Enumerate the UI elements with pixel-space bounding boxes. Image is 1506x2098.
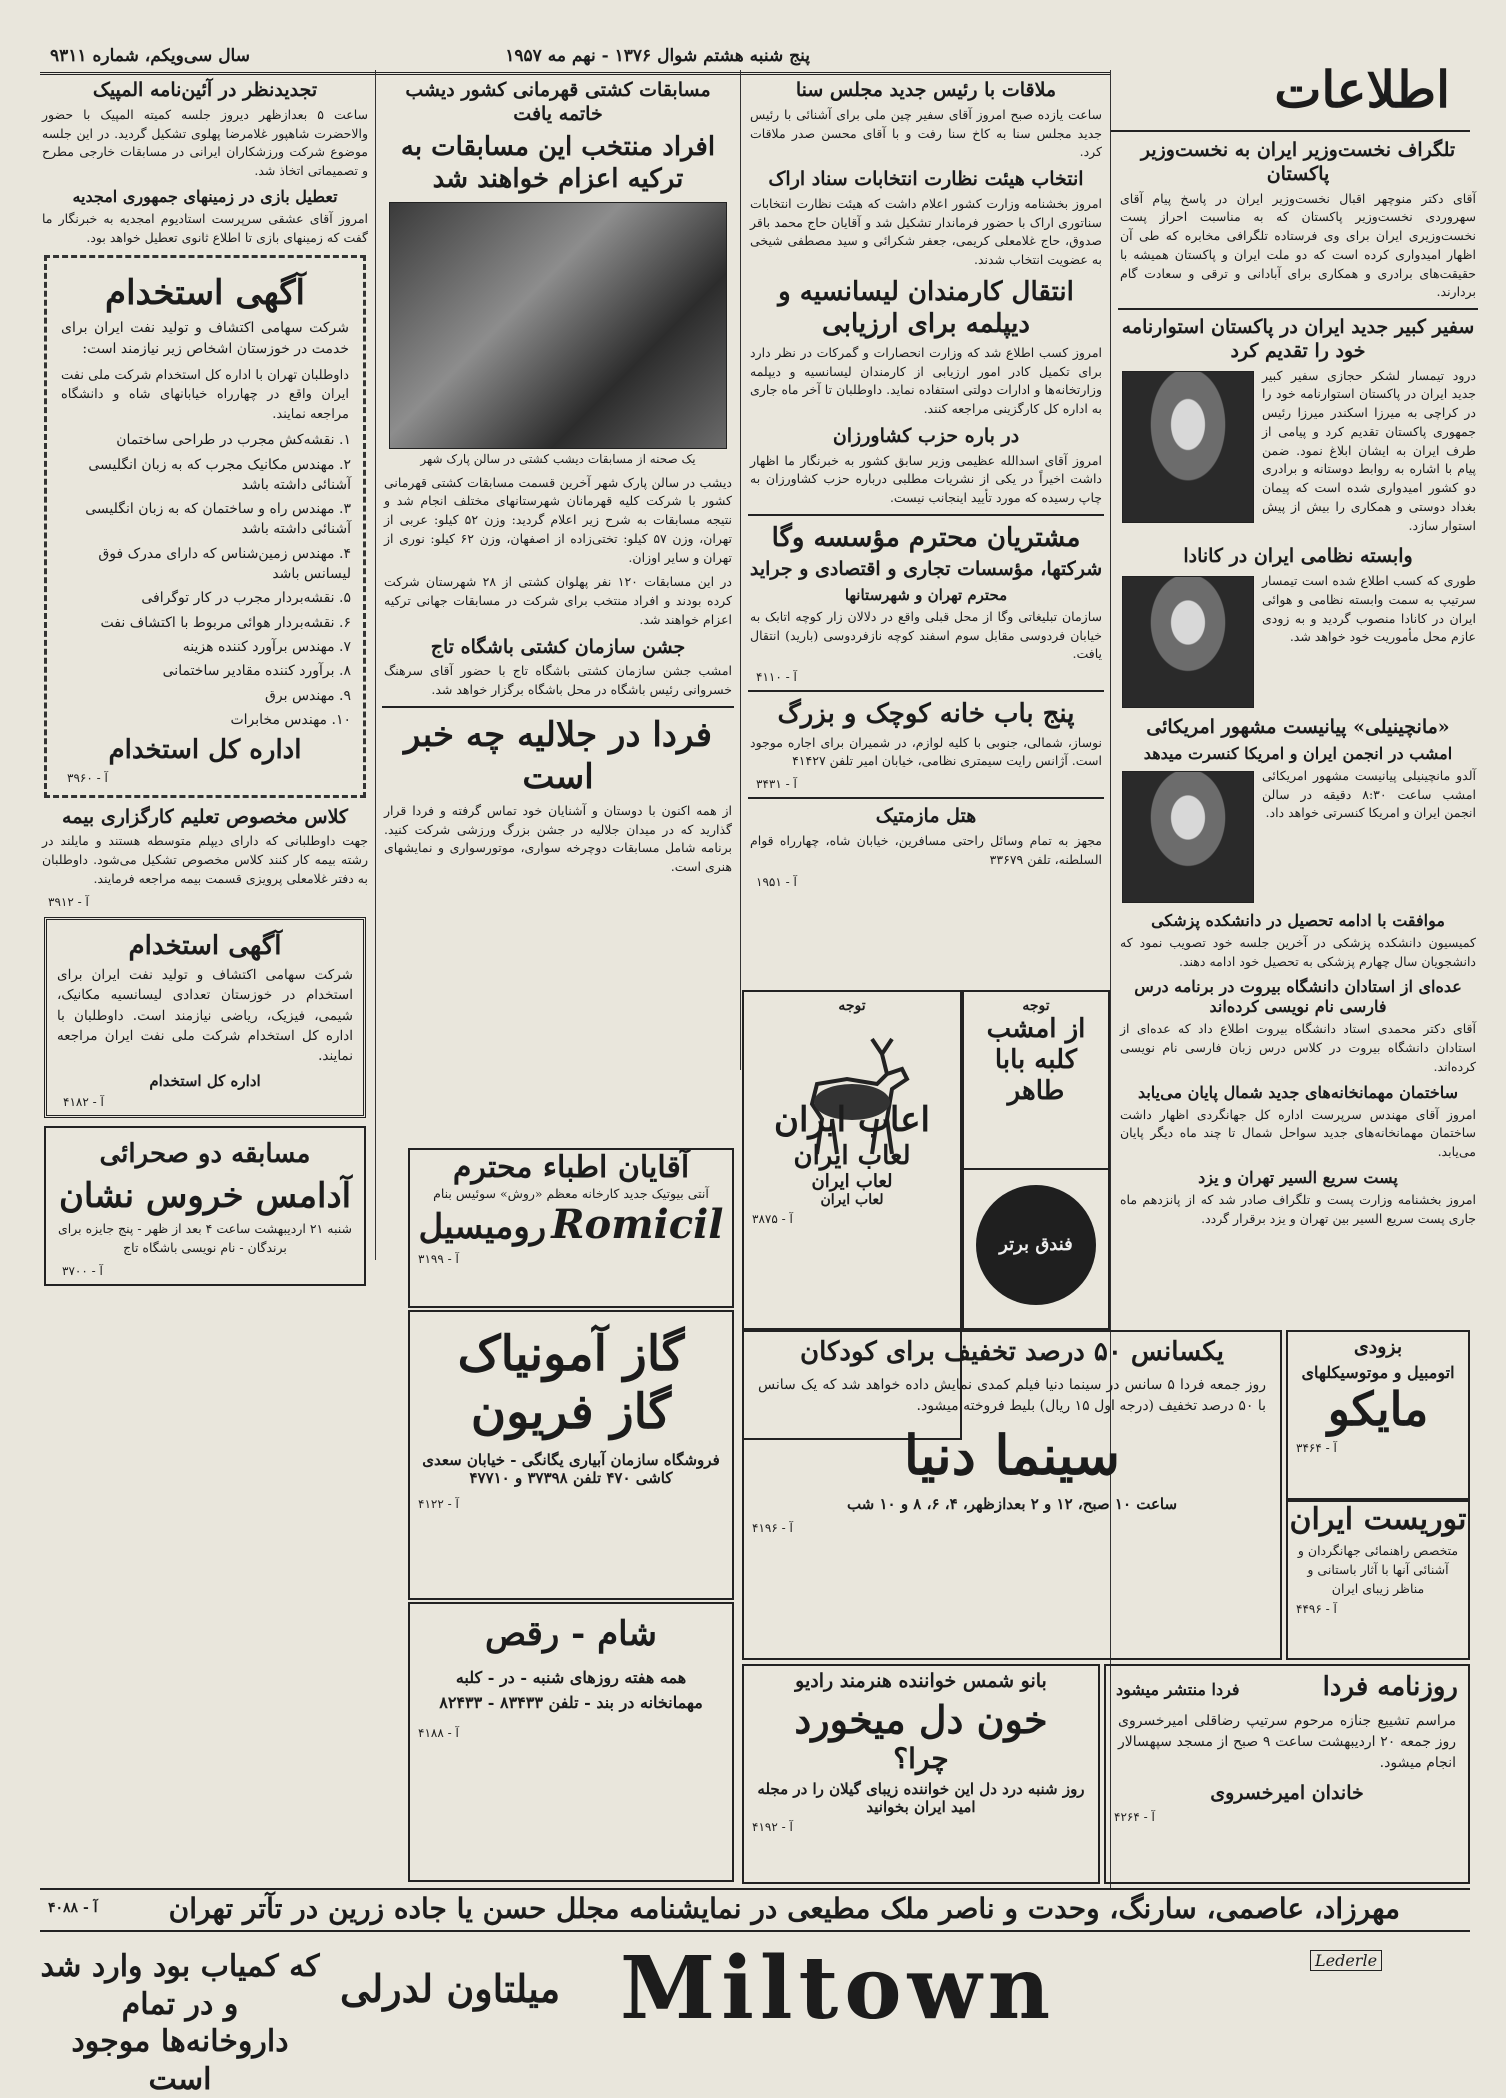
ad-radio-title: بانو شمس خواننده هنرمند رادیو bbox=[795, 1670, 1047, 1692]
ad-note: توجه bbox=[1022, 998, 1050, 1014]
headline-amjadieh: تعطیل بازی در زمینهای جمهوری امجدیه bbox=[72, 186, 338, 206]
ad-miltown bbox=[40, 1936, 1470, 2097]
ad-gas-ammonia: گاز آمونیاک bbox=[457, 1326, 685, 1382]
column-rule bbox=[740, 70, 741, 1070]
ad-vega-subtitle: شرکتها، مؤسسات تجاری و اقتصادی و جراید bbox=[749, 558, 1103, 581]
ad-code: آ - ۴۱۸۸ bbox=[418, 1725, 459, 1740]
ad-code: آ - ۳۹۱۲ bbox=[48, 894, 89, 909]
ad-employment-2-body: شرکت سهامی اکتشاف و تولید نفت ایران برای استخدام در خوزستان تعدادی لیسانسیه مکانیک، شیمی، فیزیک، ریاضی نیازمند است. داوطلبان با اداره کل استخدام شرکت ملی نفت ایران مراجعه نمایند. bbox=[57, 967, 353, 1065]
ad-employment-footer: اداره کل استخدام bbox=[108, 735, 302, 766]
portrait-photo bbox=[1122, 576, 1254, 708]
ad-code: آ - ۱۹۵۱ bbox=[756, 875, 797, 890]
headline-jalalieh: فردا در جلالیه چه خبر است bbox=[404, 714, 712, 798]
ad-code: آ - ۴۲۶۴ bbox=[1114, 1809, 1155, 1824]
ad-employment-note: داوطلبان تهران با اداره کل استخدام شرکت ملی نفت ایران واقع در چهارراه خیابانهای شاه و دانشگاه مراجعه نمایند. bbox=[61, 367, 349, 422]
ad-code: آ - ۴۰۸۸ bbox=[48, 1900, 98, 1916]
ad-miltown-persian: میلتاون لدرلی bbox=[340, 1966, 561, 2011]
ad-cinema bbox=[742, 1330, 1282, 1660]
ad-dinner-dance bbox=[408, 1602, 734, 1882]
divider bbox=[748, 797, 1104, 799]
ad-code: آ - ۳۹۶۰ bbox=[67, 770, 108, 785]
portrait-photo bbox=[1122, 771, 1254, 903]
ad-vega-body: سازمان تبلیغاتی وگا از محل قبلی واقع در دلالان زار کوچه اتابک به خیابان فردوسی مقابل سوم اسفند کوچه نازفردوسی (بارید) انتقال یافت. bbox=[750, 608, 1102, 662]
ad-code: آ - ۳۸۷۵ bbox=[752, 1211, 793, 1226]
ad-miltown-side bbox=[40, 1948, 320, 2098]
article-jalalieh: از همه اکنون با دوستان و آشنایان خود تماس گرفته و فردا قرار گذارید که در میدان جلالیه در جشن بزرگ ورزشی شرکت کنید. برنامه شامل مسابقات دوچرخه سواری، موتورسواری و نمایشهای هنری است. bbox=[384, 802, 732, 874]
headline-farmers-party: در باره حزب کشاورزان bbox=[832, 424, 1020, 447]
article-beirut: آقای دکتر محمدی استاد دانشگاه بیروت اطلاع داد که عده‌ای از استادان دانشگاه بیروت در کلاس درس زبان فارسی نام نویسی کرده‌اند. bbox=[1120, 1021, 1476, 1074]
headline-hotels: ساختمان مهمانخانه‌های جدید شمال پایان می‌یابد bbox=[1137, 1082, 1459, 1102]
job-list bbox=[59, 430, 351, 730]
ad-radio-body: روز شنبه درد دل این خواننده زیبای گیلان را در مجله امید ایران بخوانید bbox=[757, 1779, 1085, 1816]
ad-hotel-title: هتل مازمتیک bbox=[875, 805, 977, 827]
article-wrestling: دیشب در سالن پارک شهر آخرین قسمت مسابقات کشتی قهرمانی کشور با شرکت کلیه قهرمانان شهرستانهای مختلف انجام شد و نتیجه مسابقات به شرح زیر اعلام گردید: وزن ۵۲ کیلو: عربی از تهران، وزن ۵۷ کیلو: تختی‌زاده از اصفهان، وزن ۶۲ کیلو: نوری از تهران و سایر اوزان. bbox=[384, 474, 733, 565]
divider bbox=[748, 690, 1104, 692]
ad-cinema-body: روز جمعه فردا ۵ سانس در سینما دنیا فیلم کمدی نمایش داده خواهد شد که یک سانس با ۵۰ درصد تخفیف (درجه اول ۱۵ ریال) بلیط فروخته میشود. bbox=[758, 1376, 1266, 1414]
issue-number: سال سی‌ویکم، شماره ۹۳۱۱ bbox=[50, 46, 250, 66]
column-classifieds bbox=[40, 75, 370, 1885]
ad-code: آ - ۴۴۹۶ bbox=[1296, 1602, 1337, 1617]
ad-employment-1 bbox=[44, 255, 366, 797]
ad-employment-2 bbox=[44, 917, 366, 1119]
article-telegram: آقای دکتر منوچهر اقبال نخست‌وزیر ایران در پاسخ پیام آقای سهروردی نخست‌وزیر پاکستان که به مناسبت احراز پست نخست‌وزیری ایران برای وی فرستاده تلگرافی مخابره که طی آن اظهار امیدواری کرده است که دو ملت ایران و پاکستان همیشه با حقیقت‌های برادری و همکاری برای آبادانی و ترقی و سعادت گام بردارند. bbox=[1120, 190, 1476, 300]
job-item: ۷. مهندس برآورد کننده هزینه bbox=[182, 638, 351, 655]
divider bbox=[382, 706, 734, 708]
ad-doctors-body: آنتی بیوتیک جدید کارخانه معظم «روش» سوئیس بنام bbox=[433, 1186, 709, 1201]
ad-code: آ - ۴۱۲۲ bbox=[418, 1497, 459, 1512]
ad-miltown-side-line: داروخانه‌ها موجود است bbox=[71, 2024, 289, 2097]
ad-baba: کلبه بابا bbox=[994, 1045, 1078, 1076]
headline-taj: جشن سازمان کشتی باشگاه تاج bbox=[430, 635, 686, 658]
ad-radio-singer bbox=[742, 1664, 1100, 1884]
ad-chewing-gum-brand: آدامس خروس نشان bbox=[58, 1175, 352, 1216]
divider bbox=[1118, 308, 1478, 310]
article-attache: طوری که کسب اطلاع شده است تیمسار سرتیپ به سمت وابسته نظامی و هوائی ایران در کانادا منصوب گردید و به زودی عازم محل مأموریت خود خواهد شد. bbox=[1262, 573, 1476, 645]
article-transfer: امروز کسب اطلاع شد که وزارت انحصارات و گمرکات در نظر دارد برای تکمیل کادر امور ارزیابی از کارمندان لیسانسیه و دیپلمه وزارتخانه‌ها و ادارات دولتی استفاده نماید. داوطلبان تا آخر ماه جاری به اداره کل کارگزینی مراجعه کنند. bbox=[750, 344, 1102, 416]
ad-toys-line: اعاب ایران bbox=[773, 1100, 931, 1140]
ad-maico bbox=[1286, 1330, 1470, 1500]
ad-cross-country-body: شنبه ۲۱ اردیبهشت ساعت ۴ بعد از ظهر - پنج جایزه برای برندگان - نام نویسی باشگاه تاج bbox=[58, 1221, 352, 1255]
article-arak: امروز بخشنامه وزارت کشور اعلام داشت که هیئت نظارت انتخابات سناتوری اراک با حضور فرماندار تشکیل شد و آقایان حاج محمد باقر صدوق، حاج غلامعلی کریمی، جعفر شکرائی و سید مصطفی شیخی به عضویت انتخاب شدند. bbox=[750, 195, 1102, 267]
ad-hotel-body: مجهز به تمام وسائل راحتی مسافرین، خیابان شاه، چهارراه قوام السلطنه، تلفن ۳۳۶۷۹ bbox=[750, 832, 1102, 867]
ad-dinner-body: همه هفته روزهای شنبه - در - کلبه مهمانخانه در بند - تلفن ۸۳۴۳۳ - ۸۲۴۳۳ bbox=[439, 1667, 703, 1713]
ad-soon: بزودی bbox=[1353, 1336, 1403, 1358]
headline-pianist: «مانچینیلی» پیانیست مشهور امریکائی bbox=[1146, 716, 1450, 738]
job-item: ۵. نقشه‌بردار مجرب در کار توگرافی bbox=[141, 590, 351, 607]
ad-code: آ - ۴۱۹۲ bbox=[752, 1819, 793, 1834]
ad-houses-body: نوساز، شمالی، جنوبی با کلیه لوازم، در شمیران برای اجاره موجود است. آژانس رایت سیمتری نظامی، خیابان امیر تلفن ۴۱۴۲۷ bbox=[750, 734, 1102, 769]
ad-code: آ - ۳۴۶۴ bbox=[1296, 1440, 1337, 1455]
ad-cross-country bbox=[44, 1126, 366, 1286]
headline-transfer: انتقال کارمندان لیسانسیه و دیپلمه برای ارزیابی bbox=[778, 276, 1074, 340]
article-taj: امشب جشن سازمان کشتی باشگاه تاج با حضور آقای سرهنگ خسروانی رئیس باشگاه در محل باشگاه برگزار خواهد شد. bbox=[384, 663, 732, 697]
headline-post: پست سریع السیر تهران و یزد bbox=[1198, 1167, 1398, 1187]
ad-tourist-body: متخصص راهنمائی جهانگردان و آشنائی آنها با آثار باستانی و مناظر زیبای ایران bbox=[1297, 1543, 1459, 1596]
theater-banner bbox=[40, 1888, 1470, 1932]
ad-memorial-sign: خاندان امیرخسروی bbox=[1210, 1782, 1364, 1805]
article-pianist: آلدو مانچینیلی پیانیست مشهور امریکائی امشب ساعت ۸:۳۰ دقیقه در سالن انجمن ایران و امریکا کنسرتی خواهد داد. bbox=[1262, 767, 1476, 821]
job-item: ۴. مهندس زمین‌شناس که دارای مدرک فوق لیسانس باشد bbox=[98, 545, 351, 583]
article-farmers-party: امروز آقای اسدالله عظیمی وزیر سابق کشور به خبرنگار ما اظهار داشت اخیراً در یکی از نشریات مطلبی درباره حزب کشاورزان به چاپ رسیده که مورد تأیید اینجانب نیست. bbox=[750, 452, 1102, 505]
ad-code: آ - ۴۱۹۶ bbox=[752, 1521, 793, 1536]
ad-code: آ - ۳۱۹۹ bbox=[418, 1252, 459, 1266]
issue-date: پنج شنبه هشتم شوال ۱۳۷۶ - نهم مه ۱۹۵۷ bbox=[505, 46, 810, 66]
article-hotels: امروز آقای مهندس سرپرست اداره کل جهانگردی اظهار داشت ساختمان مهمانخانه‌های جدید سواحل شمال تا چند ماه دیگر پایان می‌یابد. bbox=[1120, 1106, 1476, 1159]
ad-vega-subtitle-2: محترم تهران و شهرستانها bbox=[844, 586, 1008, 604]
ad-toys-line: لعاب ایران bbox=[811, 1170, 893, 1192]
headline-olympic: تجدیدنظر در آئین‌نامه المپیک bbox=[92, 79, 318, 101]
ad-memorial bbox=[1104, 1664, 1470, 1884]
ad-employment-title: آگهی استخدام bbox=[105, 273, 305, 314]
subheadline-wrestling: افراد منتخب این مسابقات به ترکیه اعزام خواهند شد bbox=[400, 131, 716, 194]
ad-radio-why: چرا؟ bbox=[893, 1742, 949, 1776]
headline-ambassador: سفیر کبیر جدید ایران در پاکستان استوارنامه خود را تقدیم کرد bbox=[1121, 316, 1475, 362]
ad-cinema-headline: یکسانس ۵۰ درصد تخفیف برای کودکان bbox=[799, 1337, 1225, 1367]
ad-tonight: از امشب bbox=[986, 1014, 1086, 1044]
ad-tourist-iran bbox=[1286, 1500, 1470, 1660]
wrestling-photo bbox=[389, 202, 727, 449]
ad-baba-taher bbox=[962, 990, 1110, 1170]
ad-gas-freon: گاز فریون bbox=[470, 1383, 672, 1440]
article-medical: کمیسیون دانشکده پزشکی در آخرین جلسه خود تصویب نمود که دانشجویان سال چهارم پزشکی به تحصیل خود ادامه دهند. bbox=[1120, 934, 1476, 969]
headline-medical: موافقت با ادامه تحصیل در دانشکده پزشکی bbox=[1151, 910, 1445, 930]
ad-cross-country-title: مسابقه دو صحرائی bbox=[99, 1139, 311, 1170]
ad-miltown-brand: Miltown bbox=[620, 1938, 1057, 2039]
job-item: ۱. نقشه‌کش مجرب در طراحی ساختمان bbox=[116, 432, 351, 449]
article-ambassador: درود تیمسار لشکر حجازی سفیر کبیر جدید ایران در پاکستان استوارنامه خود را در کراچی به میرزا اسکندر میرزا رئیس جمهوری پاکستان تقدیم کرد و پیامی از طرف ایران به ایشان ابلاغ نمود. ضمن پیام با اشاره به روابط دوستانه و برادری دو کشور امیدواری شده است که پیمان بغداد دوستی و همکاری را بیش از پیش استوار سازد. bbox=[1262, 367, 1476, 533]
headline-attache: وابسته نظامی ایران در کانادا bbox=[1183, 545, 1413, 568]
ad-romicil-en: Romicil bbox=[551, 1201, 724, 1248]
portrait-photo bbox=[1122, 371, 1254, 523]
ad-gas-body: فروشگاه سازمان آبیاری یگانگی - خیابان سعدی کاشی ۴۷۰ تلفن ۳۷۳۹۸ و ۴۷۷۱۰ bbox=[422, 1451, 720, 1488]
ad-tomorrow-sub: فردا منتشر میشود bbox=[1116, 1680, 1240, 1699]
divider bbox=[748, 514, 1104, 516]
ad-employment-2-footer: اداره کل استخدام bbox=[149, 1072, 261, 1091]
photo-caption: یک صحنه از مسابقات دیشب کشتی در سالن پارک شهر bbox=[420, 451, 696, 466]
ad-gas bbox=[408, 1310, 734, 1600]
article-post: امروز بخشنامه وزارت پست و تلگراف صادر شد که از پانزدهم ماه جاری پست سریع السیر بین تهران و یزد برقرار گردد. bbox=[1120, 1191, 1476, 1226]
ad-employment-2-title: آگهی استخدام bbox=[128, 930, 282, 961]
headline-telegram: تلگراف نخست‌وزیر ایران به نخست‌وزیر پاکستان bbox=[1140, 139, 1456, 185]
headline-wrestling: مسابقات کشتی قهرمانی کشور دیشب خاتمه یافت bbox=[405, 79, 711, 125]
job-item: ۱۰. مهندس مخابرات bbox=[230, 711, 351, 728]
job-item: ۶. نقشه‌بردار هوائی مربوط با اکتشاف نفت bbox=[100, 614, 351, 631]
ad-toys-line: لعاب ایران bbox=[820, 1191, 884, 1208]
ad-note: توجه bbox=[838, 998, 866, 1014]
ad-seal bbox=[962, 1170, 1110, 1330]
ad-houses-title: پنج باب خانه کوچک و بزرگ bbox=[777, 699, 1075, 729]
newspaper-logo: اطلاعات bbox=[1274, 60, 1450, 119]
ad-tourist-title: توریست ایران bbox=[1289, 1502, 1467, 1537]
subheadline-pianist: امشب در انجمن ایران و امریکا کنسرت میدهد bbox=[1143, 743, 1453, 763]
ad-romicil-fa: رومیسیل bbox=[418, 1207, 547, 1247]
ad-memorial-body: مراسم تشییع جنازه مرحوم سرتیپ رضاقلی امیرخسروی روز جمعه ۲۰ اردیبهشت ساعت ۹ صبح از مسجد سپهسالار انجام میشود. bbox=[1118, 1713, 1456, 1772]
ad-maico-brand: مایکو bbox=[1327, 1381, 1429, 1436]
column-sports bbox=[382, 75, 734, 1145]
ad-cinema-name: سینما دنیا bbox=[903, 1422, 1121, 1487]
ad-cinema-times: ساعت ۱۰ صبح، ۱۲ و ۲ بعدازظهر، ۴، ۶، ۸ و ۱۰ شب bbox=[846, 1495, 1178, 1514]
ad-radio-big: خون دل میخورد bbox=[794, 1696, 1048, 1742]
ad-toys-line: لعاب ایران bbox=[793, 1140, 911, 1171]
ad-code: آ - ۳۴۳۱ bbox=[756, 777, 797, 791]
seal-stamp: فندق برتر bbox=[976, 1185, 1096, 1305]
ad-dinner-title: شام - رقص bbox=[484, 1614, 657, 1654]
article-amjadieh: امروز آقای عشقی سرپرست استادیوم امجدیه به خبرنگار ما گفت که زمینهای بازی تا اطلاع ثانوی تعطیل خواهد بود. bbox=[42, 210, 368, 245]
job-item: ۸. برآورد کننده مقادیر ساختمانی bbox=[162, 663, 351, 680]
article-wrestling-2: در این مسابقات ۱۲۰ نفر پهلوان کشتی از ۲۸ شهرستان شرکت کرده بودند و افراد منتخب برای شرکت در مسابقات جهانی ترکیه اعزام خواهند شد. bbox=[384, 574, 732, 627]
column-news-center-right bbox=[748, 75, 1104, 995]
ad-romicil bbox=[408, 1148, 734, 1308]
column-rule bbox=[375, 70, 376, 1260]
job-item: ۲. مهندس مکانیک مجرب که به زبان انگلیسی آشنائی داشته باشد bbox=[88, 456, 351, 493]
article-senate: ساعت یازده صبح امروز آقای سفیر چین ملی برای آشنائی با رئیس جدید مجلس سنا به کاخ سنا رفت و با آقای محسن صدر ملاقات کرد. bbox=[750, 106, 1102, 160]
masthead-strip bbox=[40, 32, 1110, 75]
ad-code: آ - ۳۷۰۰ bbox=[62, 1263, 103, 1278]
lederle-logo: Lederle bbox=[1310, 1950, 1382, 1971]
headline-beirut: عده‌ای از استادان دانشگاه بیروت در برنامه درس فارسی نام نویسی کرده‌اند bbox=[1134, 977, 1462, 1017]
ad-lab-iran bbox=[742, 1100, 962, 1330]
ad-tomorrow: روزنامه فردا bbox=[1322, 1672, 1458, 1702]
ad-code: آ - ۴۱۱۰ bbox=[756, 670, 797, 684]
theater-banner-text: مهرزاد، عاصمی، سارنگ، وحدت و ناصر ملک مطیعی در نمایشنامه مجلل حسن یا جاده زرین در تآتر تهران bbox=[168, 1892, 1400, 1925]
logo-box bbox=[1110, 60, 1470, 132]
ad-doctors-title: آقایان اطباء محترم bbox=[452, 1150, 690, 1185]
headline-senate: ملاقات با رئیس جدید مجلس سنا bbox=[795, 79, 1057, 101]
column-news-right bbox=[1118, 135, 1478, 1275]
headline-arak: انتخاب هیئت نظارت انتخابات سناد اراک bbox=[768, 168, 1084, 190]
job-item: ۹. مهندس برق bbox=[265, 687, 351, 704]
headline-insurance-class: کلاس مخصوص تعلیم کارگزاری بیمه bbox=[62, 805, 348, 828]
ad-code: آ - ۴۱۸۲ bbox=[63, 1095, 104, 1110]
article-insurance-class: جهت داوطلبانی که دارای دیپلم متوسطه هستند و مایلند در رشته بیمه کار کنند کلاس مخصوص تشکیل می‌شود. داوطلبان به دفتر غلامعلی پرویزی قسمت بیمه مراجعه فرمایند. bbox=[42, 833, 368, 886]
article-olympic: ساعت ۵ بعدازظهر دیروز جلسه کمیته المپیک با حضور والاحضرت شاهپور غلامرضا پهلوی تشکیل گردید. در این جلسه موضوع شرکت ورزشکاران ایرانی در مسابقات خارجی مطرح و تصمیماتی اتخاذ شد. bbox=[42, 106, 368, 178]
ad-car-body: اتومبیل و موتوسیکلهای bbox=[1301, 1362, 1455, 1382]
ad-vega-title: مشتریان محترم مؤسسه وگا bbox=[771, 522, 1081, 553]
ad-employment-intro: شرکت سهامی اکتشاف و تولید نفت ایران برای خدمت در خوزستان اشخاص زیر نیازمند است: bbox=[61, 319, 349, 357]
job-item: ۳. مهندس راه و ساختمان که به زبان انگلیسی آشنائی داشته باشد bbox=[85, 501, 351, 538]
ad-miltown-side-line: که کمیاب بود وارد شد و در تمام bbox=[40, 1949, 320, 2022]
ad-taher: طاهر bbox=[1007, 1076, 1065, 1107]
